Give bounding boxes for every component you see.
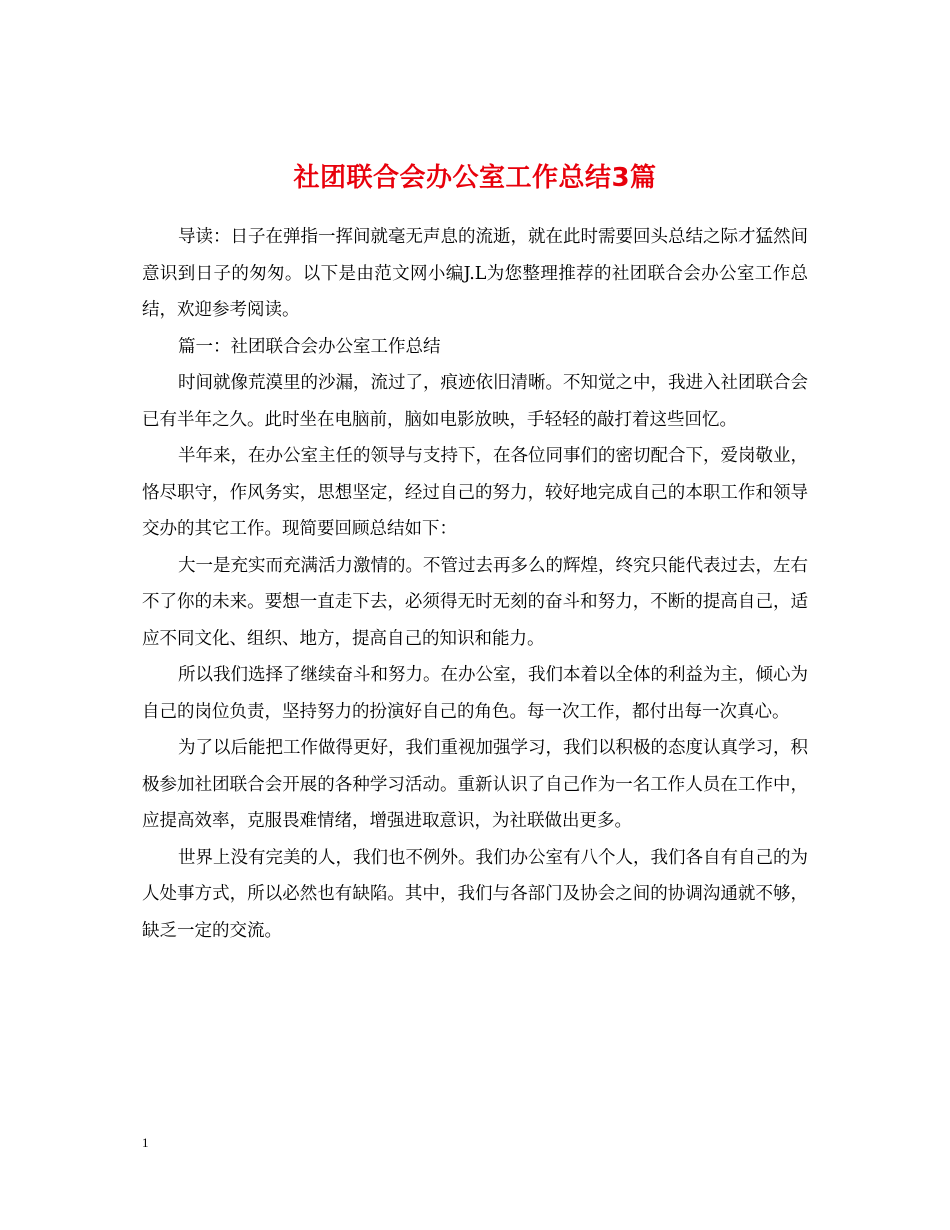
page-number: 1 <box>142 1135 149 1150</box>
paragraph: 半年来，在办公室主任的领导与支持下，在各位同事们的密切配合下，爱岗敬业，恪尽职守，作风务实，思想坚定，经过自己的努力，较好地完成自己的本职工作和领导交办的其它工作。现简要回顾总结如下： <box>142 446 808 539</box>
paragraph: 大一是充实而充满活力激情的。不管过去再多么的辉煌，终究只能代表过去，左右不了你的未来。要想一直走下去，必须得无时无刻的奋斗和努力，不断的提高自己，适应不同文化、组织、地方，提高自己的知识和能力。 <box>142 555 808 649</box>
paragraph: 时间就像荒漠里的沙漏，流过了，痕迹依旧清晰。不知觉之中，我进入社团联合会已有半年之久。此时坐在电脑前，脑如电影放映，手轻轻的敲打着这些回忆。 <box>142 373 808 430</box>
document-title: 社团联合会办公室工作总结3篇 <box>293 163 657 194</box>
document-body <box>142 219 808 949</box>
section-heading: 篇一：社团联合会办公室工作总结 <box>178 336 441 357</box>
paragraph: 所以我们选择了继续奋斗和努力。在办公室，我们本着以全体的利益为主，倾心为自己的岗位负责，坚持努力的扮演好自己的角色。每一次工作，都付出每一次真心。 <box>142 665 808 722</box>
paragraph: 世界上没有完美的人，我们也不例外。我们办公室有八个人，我们各自有自己的为人处事方式，所以必然也有缺陷。其中，我们与各部门及协会之间的协调沟通就不够，缺乏一定的交流。 <box>142 847 808 941</box>
paragraph: 为了以后能把工作做得更好，我们重视加强学习，我们以积极的态度认真学习，积极参加社团联合会开展的各种学习活动。重新认识了自己作为一名工作人员在工作中，应提高效率，克服畏难情绪，增强进取意识，为社联做出更多。 <box>142 738 808 831</box>
paragraph-intro: 导读：日子在弹指一挥间就毫无声息的流逝，就在此时需要回头总结之际才猛然间意识到日子的匆匆。以下是由范文网小编J.L为您整理推荐的社团联合会办公室工作总结，欢迎参考阅读。 <box>142 227 808 320</box>
